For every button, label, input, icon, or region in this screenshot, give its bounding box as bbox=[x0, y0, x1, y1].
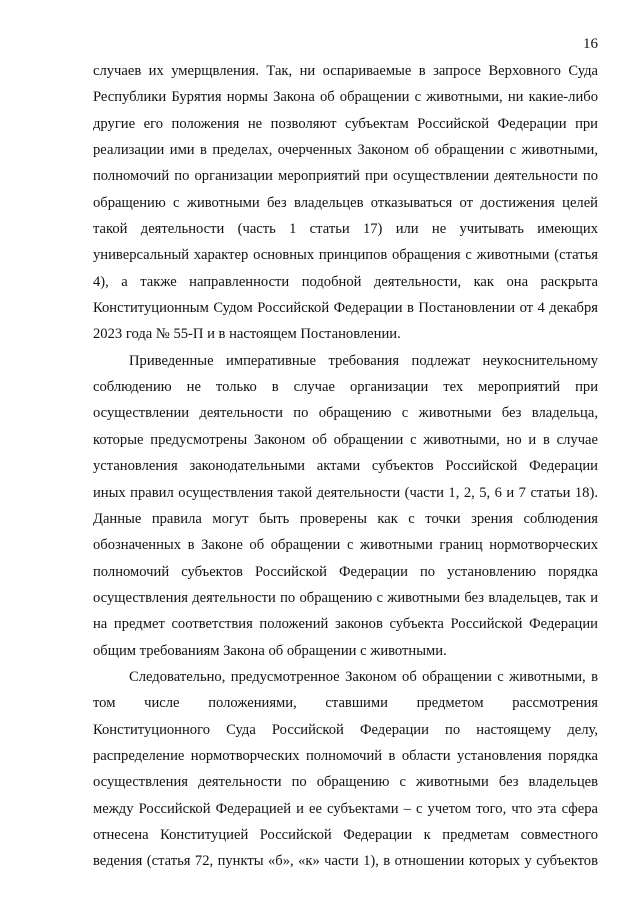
text-line: полномочий по организации мероприятий при осуществлении деятельности по bbox=[93, 168, 598, 185]
text-line: полномочий субъектов Российской Федерации по установлению порядка bbox=[93, 563, 598, 580]
text-line: установления законодательными актами субъектов Российской Федерации bbox=[93, 458, 598, 475]
text-line: обозначенных в Законе об обращении с животными границ нормотворческих bbox=[93, 537, 598, 554]
text-line: Данные правила могут быть проверены как с точки зрения соблюдения bbox=[93, 510, 598, 527]
text-line: иных правил осуществления такой деятельности (части 1, 2, 5, 6 и 7 статьи 18). bbox=[93, 484, 598, 501]
text-line: Республики Бурятия нормы Закона об обращении с животными, ни какие-либо bbox=[93, 89, 598, 106]
text-line: осуществлении деятельности по обращению с животными без владельца, bbox=[93, 405, 598, 422]
text-line: такой деятельности (часть 1 статьи 17) или не учитывать имеющих bbox=[93, 221, 598, 238]
text-line: 2023 года № 55-П и в настоящем Постановлении. bbox=[93, 326, 401, 343]
paragraph-1 bbox=[93, 58, 598, 348]
text-line: другие его положения не позволяют субъектам Российской Федерации при bbox=[93, 115, 598, 132]
text-line: которые предусмотрены Законом об обращении с животными, но и в случае bbox=[93, 431, 598, 448]
text-line: обращению с животными без владельцев отказываться от достижения целей bbox=[93, 194, 598, 211]
text-line: Конституционного Суда Российской Федерации по настоящему делу, bbox=[93, 721, 598, 738]
text-line: распределение нормотворческих полномочий в области установления порядка bbox=[93, 747, 598, 764]
text-line: общим требованиям Закона об обращении с животными. bbox=[93, 642, 447, 659]
text-line: 4), а также направленности подобной деятельности, как она раскрыта bbox=[93, 273, 598, 290]
page-number: 16 bbox=[583, 36, 598, 52]
text-line: Конституционным Судом Российской Федерации в Постановлении от 4 декабря bbox=[93, 300, 598, 317]
text-line: универсальный характер основных принципов обращения с животными (статья bbox=[93, 247, 598, 264]
text-line: случаев их умерщвления. Так, ни оспариваемые в запросе Верховного Суда bbox=[93, 63, 598, 79]
text-line: отнесена Конституцией Российской Федерации к предметам совместного bbox=[93, 826, 598, 843]
text-line: том числе положениями, ставшими предметом рассмотрения bbox=[93, 695, 598, 712]
text-line: ведения (статья 72, пункты «б», «к» части 1), в отношении которых у субъектов bbox=[93, 853, 598, 870]
text-line: осуществления деятельности по обращению с животными без владельцев bbox=[93, 774, 598, 791]
paragraph-2 bbox=[93, 348, 598, 664]
text-line: осуществления деятельности по обращению с животными без владельцев, так и bbox=[93, 589, 598, 606]
text-line: соблюдению не только в случае организации тех мероприятий при bbox=[93, 379, 598, 396]
paragraph-3 bbox=[93, 664, 598, 875]
text-line: Следовательно, предусмотренное Законом об обращении с животными, в bbox=[129, 668, 598, 685]
body-text bbox=[93, 58, 598, 875]
text-line: на предмет соответствия положений законов субъекта Российской Федерации bbox=[93, 616, 598, 633]
text-line: между Российской Федерацией и ее субъектами – с учетом того, что эта сфера bbox=[93, 800, 598, 817]
text-line: Приведенные императивные требования подлежат неукоснительному bbox=[129, 352, 598, 369]
text-line: реализации ими в пределах, очерченных Законом об обращении с животными, bbox=[93, 142, 598, 159]
